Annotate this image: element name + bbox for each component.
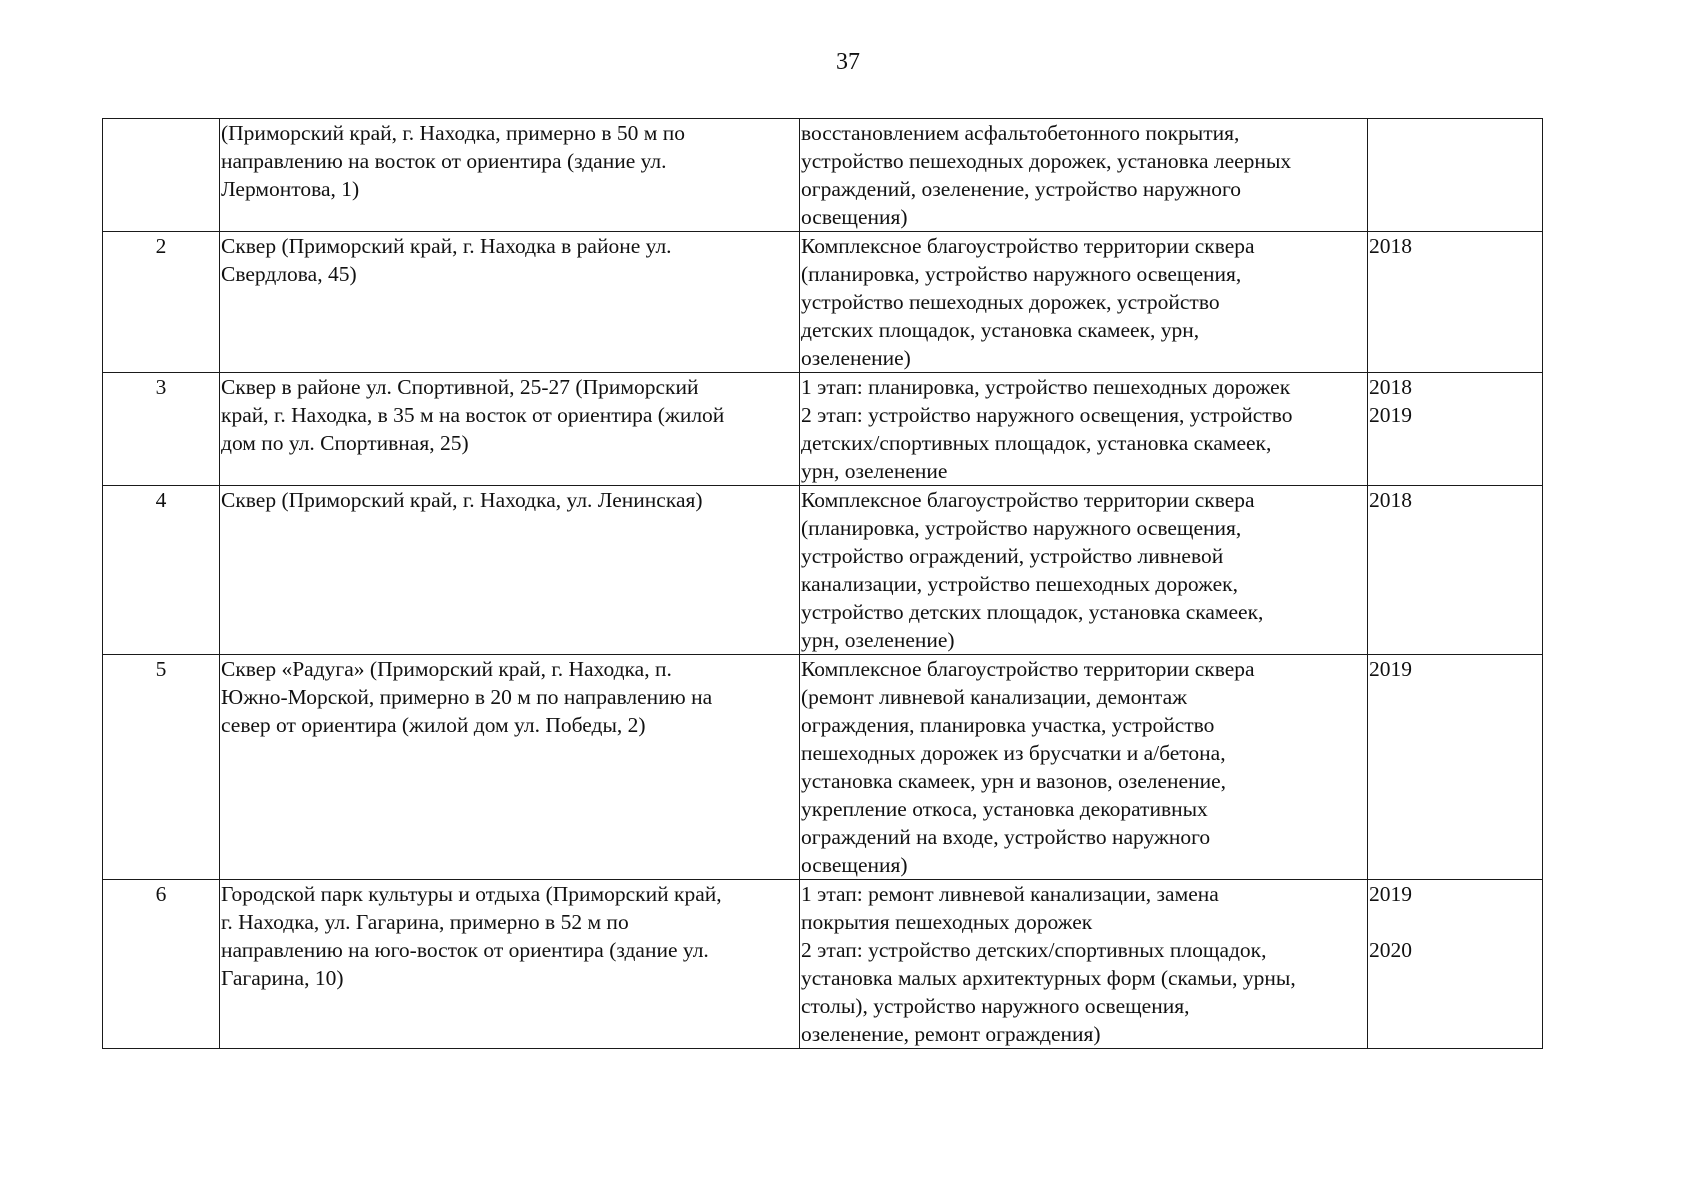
works-text-line: укрепление откоса, установка декоративных	[801, 797, 1208, 821]
works-text-line: ограждений, озеленение, устройство наружного	[801, 177, 1242, 201]
row-number: 2	[103, 232, 220, 373]
works-cell	[800, 880, 1368, 1049]
works-text-line: устройство пешеходных дорожек, установка леерных	[801, 149, 1292, 173]
works-text-line: (ремонт ливневой канализации, демонтаж	[801, 685, 1187, 709]
year-text: 2019	[1369, 657, 1412, 681]
year-text: 2018	[1369, 488, 1412, 512]
object-text-line: Городской парк культуры и отдыха (Приморский край,	[221, 882, 722, 906]
year-text	[1369, 908, 1541, 936]
works-cell	[800, 232, 1368, 373]
works-text-line: детских площадок, установка скамеек, урн,	[801, 318, 1200, 342]
object-text-line: (Приморский край, г. Находка, примерно в 50 м по	[221, 121, 685, 145]
row-number: 6	[103, 880, 220, 1049]
works-text-line: Комплексное благоустройство территории сквера	[801, 234, 1255, 258]
works-cell	[800, 373, 1368, 486]
works-cell	[800, 486, 1368, 655]
works-text-line: столы), устройство наружного освещения,	[801, 994, 1190, 1018]
works-text-line: 1 этап: планировка, устройство пешеходных дорожек	[801, 375, 1291, 399]
object-text-line: Сквер (Приморский край, г. Находка в районе ул.	[221, 234, 672, 258]
works-text-line: Комплексное благоустройство территории сквера	[801, 657, 1255, 681]
works-text-line: устройство детских площадок, установка скамеек,	[801, 600, 1264, 624]
works-text-line: (планировка, устройство наружного освещения,	[801, 516, 1242, 540]
year-text: 2020	[1369, 938, 1412, 962]
table-row	[103, 373, 1543, 486]
works-text-line: ограждения, планировка участка, устройство	[801, 713, 1215, 737]
object-cell	[220, 486, 800, 655]
object-text-line: Сквер «Радуга» (Приморский край, г. Находка, п.	[221, 657, 672, 681]
page-number: 37	[836, 49, 860, 75]
year-text: 2019	[1369, 882, 1412, 906]
object-cell	[220, 880, 800, 1049]
table-row	[103, 880, 1543, 1049]
works-text-line: покрытия пешеходных дорожек	[801, 910, 1093, 934]
year-cell	[1368, 373, 1543, 486]
table-row	[103, 232, 1543, 373]
works-text-line: канализации, устройство пешеходных дорожек,	[801, 572, 1238, 596]
object-text-line: дом по ул. Спортивная, 25)	[221, 431, 469, 455]
works-text-line: освещения)	[801, 205, 908, 229]
works-text-line: установка малых архитектурных форм (скамьи, урны,	[801, 966, 1296, 990]
object-text-line: север от ориентира (жилой дом ул. Победы, 2)	[221, 713, 646, 737]
table-row	[103, 655, 1543, 880]
works-cell	[800, 119, 1368, 232]
works-text-line: озеленение)	[801, 346, 911, 370]
year-cell	[1368, 232, 1543, 373]
works-text-line: восстановлением асфальтобетонного покрытия,	[801, 121, 1240, 145]
object-text-line: край, г. Находка, в 35 м на восток от ориентира (жилой	[221, 403, 725, 427]
object-cell	[220, 655, 800, 880]
year-text: 2019	[1369, 403, 1412, 427]
table-row	[103, 119, 1543, 232]
year-cell	[1368, 880, 1543, 1049]
table-body	[103, 119, 1543, 1049]
works-text-line: устройство пешеходных дорожек, устройство	[801, 290, 1220, 314]
object-text-line: Лермонтова, 1)	[221, 177, 360, 201]
object-text-line: Сквер в районе ул. Спортивной, 25-27 (Приморский	[221, 375, 699, 399]
object-text-line: направлению на восток от ориентира (здание ул.	[221, 149, 667, 173]
table-row	[103, 486, 1543, 655]
row-number: 3	[103, 373, 220, 486]
object-cell	[220, 119, 800, 232]
works-text-line: урн, озеленение	[801, 459, 948, 483]
object-text-line: г. Находка, ул. Гагарина, примерно в 52 м по	[221, 910, 629, 934]
row-number: 4	[103, 486, 220, 655]
works-text-line: 2 этап: устройство детских/спортивных площадок,	[801, 938, 1267, 962]
year-text: 2018	[1369, 375, 1412, 399]
works-text-line: (планировка, устройство наружного освещения,	[801, 262, 1242, 286]
object-text-line: направлению на юго-восток от ориентира (здание ул.	[221, 938, 709, 962]
year-cell	[1368, 486, 1543, 655]
works-text-line: Комплексное благоустройство территории сквера	[801, 488, 1255, 512]
works-text-line: урн, озеленение)	[801, 628, 955, 652]
works-text-line: 2 этап: устройство наружного освещения, устройство	[801, 403, 1293, 427]
works-cell	[800, 655, 1368, 880]
improvement-objects-table	[102, 118, 1543, 1049]
year-text: 2018	[1369, 234, 1412, 258]
works-text-line: детских/спортивных площадок, установка скамеек,	[801, 431, 1272, 455]
object-text-line: Сквер (Приморский край, г. Находка, ул. Ленинская)	[221, 488, 703, 512]
object-text-line: Гагарина, 10)	[221, 966, 344, 990]
works-text-line: устройство ограждений, устройство ливневой	[801, 544, 1224, 568]
works-text-line: установка скамеек, урн и вазонов, озеленение,	[801, 769, 1227, 793]
object-text-line: Южно-Морской, примерно в 20 м по направлению на	[221, 685, 713, 709]
year-cell	[1368, 119, 1543, 232]
object-cell	[220, 232, 800, 373]
year-cell	[1368, 655, 1543, 880]
object-text-line: Свердлова, 45)	[221, 262, 357, 286]
works-text-line: озеленение, ремонт ограждения)	[801, 1022, 1101, 1046]
works-text-line: 1 этап: ремонт ливневой канализации, замена	[801, 882, 1219, 906]
works-text-line: ограждений на входе, устройство наружного	[801, 825, 1211, 849]
row-number	[103, 119, 220, 232]
works-text-line: пешеходных дорожек из брусчатки и а/бетона,	[801, 741, 1226, 765]
works-text-line: освещения)	[801, 853, 908, 877]
object-cell	[220, 373, 800, 486]
row-number: 5	[103, 655, 220, 880]
